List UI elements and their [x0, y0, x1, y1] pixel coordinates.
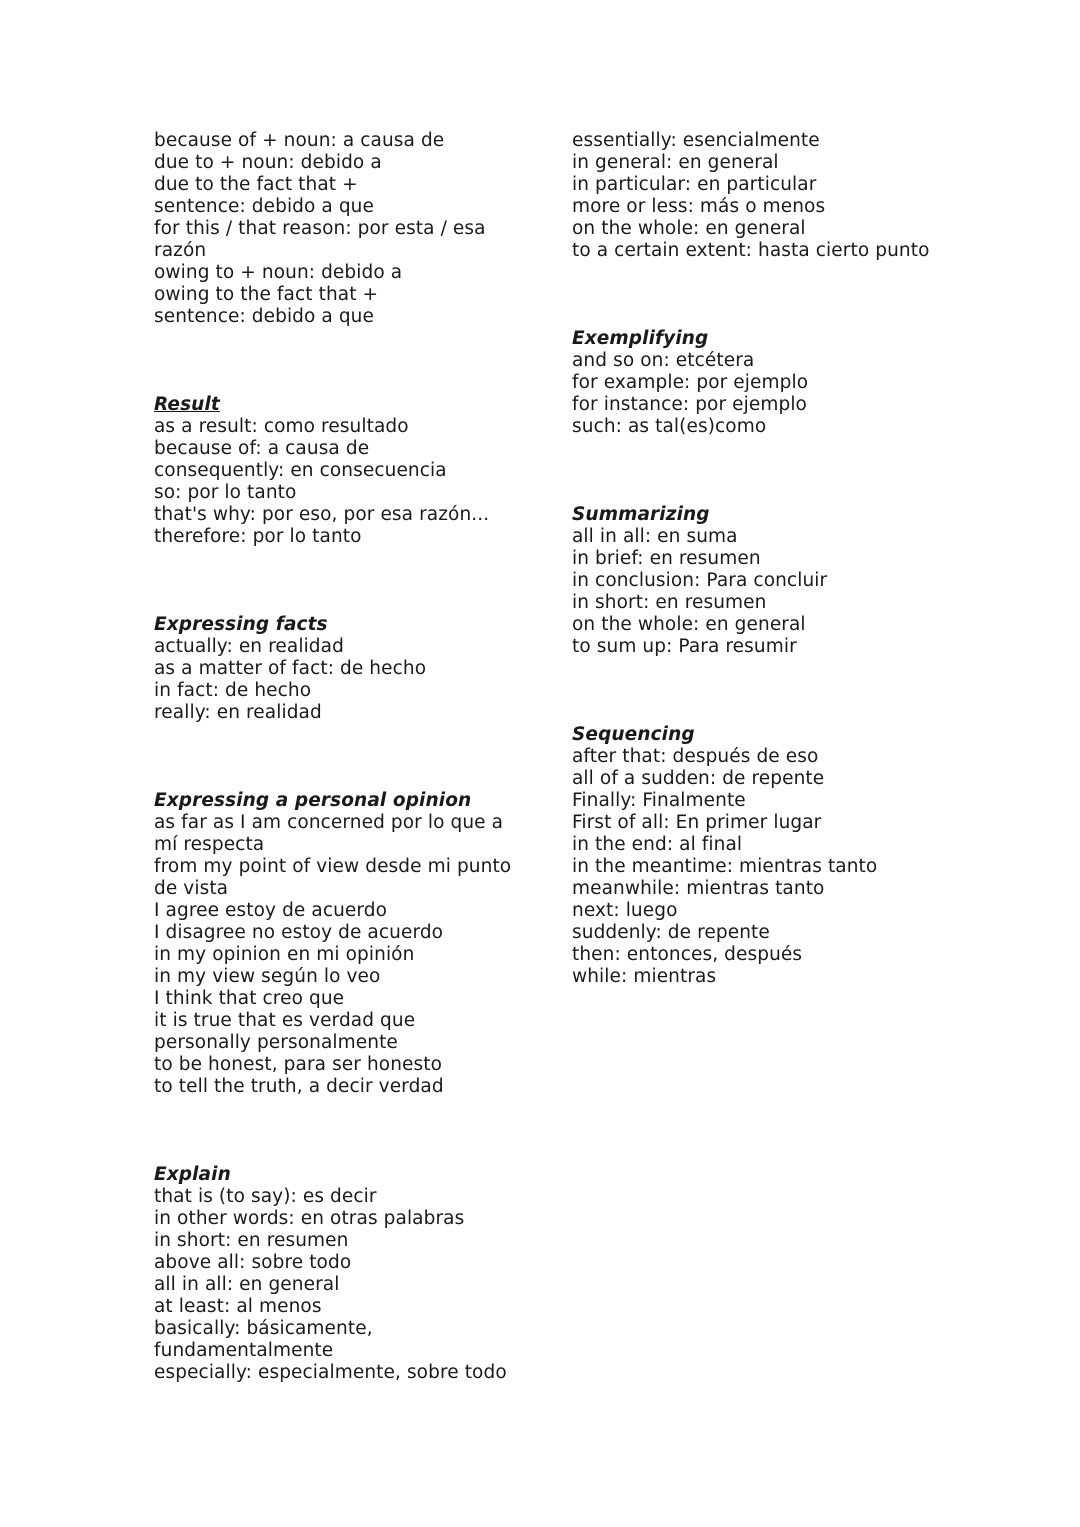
result-line: as a result: como resultado — [154, 416, 409, 437]
exemplifying-line: and so on: etcétera — [572, 350, 755, 371]
opinion-line: de vista — [154, 878, 229, 899]
sequencing-line: suddenly: de repente — [572, 922, 770, 943]
opinion-line: in my opinion en mi opinión — [154, 944, 415, 965]
exemplifying-line: for instance: por ejemplo — [572, 394, 807, 415]
explain-line: in other words: en otras palabras — [154, 1208, 465, 1229]
summarizing-line: in short: en resumen — [572, 592, 767, 613]
facts-section — [154, 614, 524, 724]
result-line: consequently: en consecuencia — [154, 460, 447, 481]
cause-line: for this / that reason: por esta / esa — [154, 218, 486, 239]
exemplifying-heading: Exemplifying — [572, 328, 709, 349]
result-line: that's why: por eso, por esa razón... — [154, 504, 490, 525]
summarizing-line: to sum up: Para resumir — [572, 636, 797, 657]
result-line: therefore: por lo tanto — [154, 526, 362, 547]
sequencing-heading: Sequencing — [572, 724, 695, 745]
sequencing-line: all of a sudden: de repente — [572, 768, 825, 789]
cause-line: razón — [154, 240, 207, 261]
exemplifying-line: such: as tal(es)como — [572, 416, 767, 437]
opinion-section — [154, 790, 524, 1098]
sequencing-line: after that: después de eso — [572, 746, 819, 767]
facts-line: actually: en realidad — [154, 636, 344, 657]
generalizing-line: essentially: esencialmente — [572, 130, 820, 151]
cause-line: due to + noun: debido a — [154, 152, 382, 173]
summarizing-heading: Summarizing — [572, 504, 710, 525]
facts-line: really: en realidad — [154, 702, 322, 723]
sequencing-line: in the meantime: mientras tanto — [572, 856, 878, 877]
generalizing-line: more or less: más o menos — [572, 196, 826, 217]
opinion-line: from my point of view desde mi punto — [154, 856, 512, 877]
explain-line: that is (to say): es decir — [154, 1186, 377, 1207]
opinion-line: I agree estoy de acuerdo — [154, 900, 388, 921]
facts-line: in fact: de hecho — [154, 680, 312, 701]
opinion-line: to tell the truth, a decir verdad — [154, 1076, 444, 1097]
summarizing-line: in conclusion: Para concluir — [572, 570, 828, 591]
opinion-heading: Expressing a personal opinion — [154, 790, 472, 811]
explain-section — [154, 1164, 524, 1384]
facts-heading: Expressing facts — [154, 614, 328, 635]
cause-line: sentence: debido a que — [154, 306, 374, 327]
opinion-line: I think that creo que — [154, 988, 345, 1009]
generalizing-line: on the whole: en general — [572, 218, 806, 239]
opinion-line: personally personalmente — [154, 1032, 398, 1053]
cause-line: owing to the fact that + — [154, 284, 379, 305]
sequencing-section — [572, 724, 972, 988]
exemplifying-section — [572, 328, 972, 438]
sequencing-line: while: mientras — [572, 966, 717, 987]
right-column — [572, 130, 972, 988]
cause-section — [154, 130, 524, 328]
cause-line: sentence: debido a que — [154, 196, 374, 217]
facts-line: as a matter of fact: de hecho — [154, 658, 427, 679]
summarizing-line: all in all: en suma — [572, 526, 738, 547]
opinion-line: I disagree no estoy de acuerdo — [154, 922, 444, 943]
result-line: because of: a causa de — [154, 438, 370, 459]
sequencing-line: Finally: Finalmente — [572, 790, 746, 811]
explain-line: at least: al menos — [154, 1296, 322, 1317]
opinion-line: in my view según lo veo — [154, 966, 381, 987]
opinion-line: to be honest, para ser honesto — [154, 1054, 443, 1075]
exemplifying-line: for example: por ejemplo — [572, 372, 809, 393]
explain-line: above all: sobre todo — [154, 1252, 352, 1273]
result-heading: Result — [154, 394, 220, 415]
generalizing-section — [572, 130, 972, 262]
sequencing-line: then: entonces, después — [572, 944, 803, 965]
sequencing-line: meanwhile: mientras tanto — [572, 878, 825, 899]
left-column — [154, 130, 524, 1384]
result-line: so: por lo tanto — [154, 482, 297, 503]
generalizing-line: in particular: en particular — [572, 174, 817, 195]
opinion-line: as far as I am concerned por lo que a — [154, 812, 504, 833]
summarizing-line: on the whole: en general — [572, 614, 806, 635]
opinion-line: it is true that es verdad que — [154, 1010, 416, 1031]
explain-line: basically: básicamente, — [154, 1318, 373, 1339]
explain-line: all in all: en general — [154, 1274, 340, 1295]
explain-heading: Explain — [154, 1164, 231, 1185]
sequencing-line: in the end: al final — [572, 834, 743, 855]
summarizing-section — [572, 504, 972, 658]
explain-line: especially: especialmente, sobre todo — [154, 1362, 507, 1383]
generalizing-line: in general: en general — [572, 152, 779, 173]
generalizing-line: to a certain extent: hasta cierto punto — [572, 240, 930, 261]
explain-line: fundamentalmente — [154, 1340, 334, 1361]
sequencing-line: First of all: En primer lugar — [572, 812, 822, 833]
cause-line: owing to + noun: debido a — [154, 262, 403, 283]
opinion-line: mí respecta — [154, 834, 265, 855]
sequencing-line: next: luego — [572, 900, 678, 921]
cause-line: due to the fact that + — [154, 174, 358, 195]
cause-line: because of + noun: a causa de — [154, 130, 445, 151]
result-section — [154, 394, 524, 548]
summarizing-line: in brief: en resumen — [572, 548, 761, 569]
explain-line: in short: en resumen — [154, 1230, 349, 1251]
